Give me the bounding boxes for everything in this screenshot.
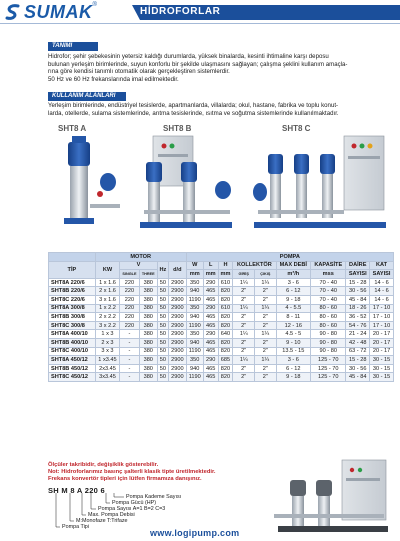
table-cell: 3 x 2.2 — [95, 321, 119, 330]
table-cell: 2x3.45 — [95, 364, 119, 373]
table-cell: 50 — [157, 321, 168, 330]
table-cell: 2" — [233, 373, 255, 382]
table-cell: 2" — [233, 295, 255, 304]
table-row — [49, 338, 394, 347]
table-cell: 12 - 16 — [276, 321, 311, 330]
page-header — [0, 0, 400, 24]
table-cell: 30 - 15 — [370, 364, 394, 373]
table-cell: 220 — [120, 304, 140, 313]
table-cell: 380 — [139, 278, 157, 287]
table-cell-tip: SHT8A 400/10 — [49, 330, 96, 339]
table-cell: 940 — [186, 287, 203, 296]
table-cell: 640 — [218, 330, 233, 339]
col-dd: d/d — [169, 261, 187, 278]
code-label: Max. Pompa Debisi — [88, 512, 135, 518]
table-cell: 50 — [157, 364, 168, 373]
table-cell: 30 - 56 — [346, 364, 370, 373]
table-cell: 1¼ — [233, 278, 255, 287]
section-tanimi-text — [48, 53, 394, 83]
table-cell: 2" — [233, 338, 255, 347]
table-cell: 380 — [139, 338, 157, 347]
table-cell: 17 - 10 — [370, 313, 394, 322]
table-cell: 1 x 1.6 — [95, 278, 119, 287]
brand-name: SUMAK — [24, 1, 93, 22]
model-label-a: SHT8 A — [58, 124, 87, 133]
table-cell: 70 - 40 — [311, 278, 346, 287]
table-cell: 465 — [203, 338, 218, 347]
table-cell: 380 — [139, 321, 157, 330]
table-cell: 380 — [139, 295, 157, 304]
table-cell: 70 - 40 — [311, 295, 346, 304]
product-image-small — [270, 458, 394, 536]
table-cell: 2900 — [169, 356, 187, 365]
table-cell: 17 - 10 — [370, 321, 394, 330]
table-cell: 290 — [203, 330, 218, 339]
code-label: Pompa Kademe Sayısı — [126, 494, 182, 500]
section-kullanim-text — [48, 102, 394, 117]
table-cell: 380 — [139, 356, 157, 365]
table-row — [49, 330, 394, 339]
col-v-three: THREE — [139, 270, 157, 279]
table-cell: 1¼ — [255, 278, 276, 287]
table-cell: 36 - 52 — [346, 313, 370, 322]
table-cell: 2" — [255, 338, 276, 347]
table-cell: 2" — [255, 287, 276, 296]
table-cell: 9 - 18 — [276, 295, 311, 304]
col-kollektor: KOLLEKTÖR — [233, 261, 276, 270]
section-kullanim-title: KULLANIM ALANLARI — [48, 92, 126, 101]
table-cell: 820 — [218, 321, 233, 330]
table-cell-tip: SHT8B 300/8 — [49, 313, 96, 322]
table-cell-tip: SHT8C 220/6 — [49, 295, 96, 304]
table-cell: 2900 — [169, 347, 187, 356]
table-cell: 350 — [186, 356, 203, 365]
table-cell: - — [120, 347, 140, 356]
table-cell: 1¼ — [255, 330, 276, 339]
table-cell: 50 — [157, 287, 168, 296]
table-cell: 1¼ — [233, 330, 255, 339]
col-kat-2: SAYISI — [370, 270, 394, 279]
table-cell: 940 — [186, 313, 203, 322]
table-cell: 50 — [157, 356, 168, 365]
kullanim-line: larda, otellerde, sulama sistemlerinde, arıtma tesislerinde, ısıtma ve soğutma sistemlerinde kullanılmaktadır. — [48, 109, 339, 117]
table-cell: 220 — [120, 295, 140, 304]
table-group-motor: MOTOR — [95, 253, 186, 262]
table-cell: 15 - 28 — [346, 278, 370, 287]
table-cell: 2" — [233, 313, 255, 322]
note-line: Ölçüler takribidir, değişiklik gösterebilir. — [48, 462, 159, 468]
table-cell: 13.5 - 15 — [276, 347, 311, 356]
page-title: HİDROFORLAR — [140, 6, 221, 17]
table-cell: 42 - 48 — [346, 338, 370, 347]
table-cell: 90 - 80 — [311, 338, 346, 347]
table-cell: 14 - 6 — [370, 295, 394, 304]
table-cell: 2" — [255, 321, 276, 330]
table-cell: 2900 — [169, 313, 187, 322]
col-daire-2: SAYISI — [346, 270, 370, 279]
col-tip: TİP — [49, 261, 96, 278]
col-w-unit: mm — [186, 270, 203, 279]
table-cell: 2900 — [169, 295, 187, 304]
col-kat: KAT — [370, 261, 394, 270]
col-l-unit: mm — [203, 270, 218, 279]
table-cell: - — [120, 330, 140, 339]
table-cell: 3x3.45 — [95, 373, 119, 382]
table-cell: 1 x3.45 — [95, 356, 119, 365]
table-cell: 940 — [186, 338, 203, 347]
table-cell: 18 - 26 — [346, 304, 370, 313]
table-row — [49, 278, 394, 287]
table-cell: 50 — [157, 330, 168, 339]
table-cell: 1¼ — [255, 304, 276, 313]
table-cell: 4.5 - 5 — [276, 330, 311, 339]
table-cell: - — [120, 338, 140, 347]
table-cell: - — [120, 364, 140, 373]
table-cell: 14 - 6 — [370, 278, 394, 287]
col-debi-unit: m³/h — [276, 270, 311, 279]
table-cell: 465 — [203, 287, 218, 296]
code-label: M:Monofaze T:Trifaze — [76, 518, 128, 524]
table-cell: 9 - 18 — [276, 373, 311, 382]
col-v-single: SINGLE — [120, 270, 140, 279]
table-header-empty — [49, 253, 96, 262]
table-cell: 380 — [139, 347, 157, 356]
table-cell: 90 - 80 — [311, 347, 346, 356]
table-cell-tip: SHT8A 450/12 — [49, 356, 96, 365]
table-cell: 1 x 3 — [95, 330, 119, 339]
table-cell: 820 — [218, 347, 233, 356]
table-row — [49, 313, 394, 322]
table-cell: 380 — [139, 330, 157, 339]
col-daire: DAİRE — [346, 261, 370, 270]
product-sht8b — [140, 136, 232, 228]
table-cell: 3 x 1.6 — [95, 295, 119, 304]
table-row — [49, 304, 394, 313]
note-line: Frekans konvertör tipleri için lütfen firmamıza danışınız. — [48, 476, 202, 483]
table-cell: 2" — [255, 373, 276, 382]
table-cell: 2" — [233, 364, 255, 373]
model-label-c: SHT8 C — [282, 124, 311, 133]
table-cell: 1¼ — [255, 356, 276, 365]
col-v: V — [120, 261, 158, 270]
tanimi-line: Hidrofor; şehir şebekesinin yetersiz kaldığı durumlarda, yüksek binalarda, kesinti ihtimaline karşı deposu — [48, 53, 329, 60]
table-cell: 63 - 72 — [346, 347, 370, 356]
table-cell: 1¼ — [233, 356, 255, 365]
tanimi-line: 50 Hz ve 60 Hz frekanslarında imal edilmektedir. — [48, 75, 179, 83]
table-cell: 70 - 40 — [311, 287, 346, 296]
table-cell: 20 - 17 — [370, 347, 394, 356]
col-cikis: ÇIKIŞ — [255, 270, 276, 279]
table-cell: 15 - 28 — [346, 356, 370, 365]
col-giris: GİRİŞ — [233, 270, 255, 279]
table-cell: 610 — [218, 304, 233, 313]
table-cell: 685 — [218, 356, 233, 365]
table-cell: 50 — [157, 295, 168, 304]
table-cell: - — [120, 373, 140, 382]
table-cell: 80 - 60 — [311, 304, 346, 313]
table-cell: 465 — [203, 321, 218, 330]
table-cell: 1190 — [186, 295, 203, 304]
code-label: Pompa Gücü (HP) — [112, 500, 157, 506]
table-row — [49, 295, 394, 304]
table-cell: 2900 — [169, 304, 187, 313]
spec-table — [48, 252, 394, 382]
table-cell: 1¼ — [233, 304, 255, 313]
table-cell: 9 - 10 — [276, 338, 311, 347]
table-cell: 50 — [157, 373, 168, 382]
col-l: L — [203, 261, 218, 270]
table-cell: 2 x 1.6 — [95, 287, 119, 296]
table-cell: 80 - 60 — [311, 321, 346, 330]
table-cell: 465 — [203, 295, 218, 304]
table-cell: 3 x 3 — [95, 347, 119, 356]
table-cell: 2900 — [169, 287, 187, 296]
table-cell: 290 — [203, 278, 218, 287]
table-cell: 220 — [120, 321, 140, 330]
table-cell: 45 - 84 — [346, 373, 370, 382]
table-cell: 2" — [255, 313, 276, 322]
table-cell: 820 — [218, 287, 233, 296]
table-cell: 2900 — [169, 364, 187, 373]
table-cell: 90 - 80 — [311, 330, 346, 339]
header-divider — [0, 23, 400, 24]
table-row — [49, 287, 394, 296]
table-cell: 820 — [218, 313, 233, 322]
table-cell: 2900 — [169, 330, 187, 339]
table-cell: 1 x 2.2 — [95, 304, 119, 313]
table-cell: 940 — [186, 364, 203, 373]
product-sht8c — [253, 136, 386, 228]
table-cell: 2900 — [169, 321, 187, 330]
table-cell: 820 — [218, 364, 233, 373]
table-cell: 610 — [218, 278, 233, 287]
table-cell: 2 x 3 — [95, 338, 119, 347]
col-w: W — [186, 261, 203, 270]
table-cell: 54 - 76 — [346, 321, 370, 330]
sumak-logo — [4, 2, 97, 22]
table-cell: 50 — [157, 313, 168, 322]
table-row — [49, 321, 394, 330]
model-label-b: SHT8 B — [163, 124, 192, 133]
table-cell: 820 — [218, 338, 233, 347]
table-cell: 20 - 17 — [370, 330, 394, 339]
table-cell: 350 — [186, 330, 203, 339]
table-cell: 50 — [157, 278, 168, 287]
table-cell: 17 - 10 — [370, 304, 394, 313]
table-row — [49, 364, 394, 373]
table-cell: 380 — [139, 313, 157, 322]
table-cell: 465 — [203, 313, 218, 322]
table-cell: - — [120, 356, 140, 365]
table-cell: 2900 — [169, 338, 187, 347]
table-cell: 380 — [139, 373, 157, 382]
section-tanimi-title: TANIMI — [48, 42, 98, 51]
note-line: Not: Hidroforlarımız basınç şalterli klasik tipte üretilmektedir. — [48, 469, 216, 476]
footer-url[interactable]: www.logipump.com — [150, 528, 240, 538]
table-cell: 1190 — [186, 373, 203, 382]
table-cell: 8 - 11 — [276, 313, 311, 322]
table-cell: 2 x 2.2 — [95, 313, 119, 322]
table-cell: 4 - 5.5 — [276, 304, 311, 313]
product-photos — [48, 132, 394, 250]
table-cell: 21 - 24 — [346, 330, 370, 339]
tanimi-line: rına göre kendisi tanımlı otomatik olarak gerçekleştiren sistemlerdir. — [48, 68, 230, 76]
col-kw: KW — [95, 261, 119, 278]
col-h-unit: mm — [218, 270, 233, 279]
table-cell: 2" — [255, 295, 276, 304]
table-cell: 20 - 17 — [370, 338, 394, 347]
table-cell: 30 - 15 — [370, 356, 394, 365]
kullanim-line: Yerleşim birimlerinde, endüstriyel tesislerde, apartmanlarda, villalarda; okul, hastane, fabrika ve toplu konut- — [48, 102, 339, 109]
table-cell: 50 — [157, 338, 168, 347]
table-cell: 1190 — [186, 321, 203, 330]
table-cell: 220 — [120, 313, 140, 322]
table-cell: 2" — [233, 321, 255, 330]
table-cell: 290 — [203, 356, 218, 365]
sumak-logo-icon — [4, 3, 22, 21]
table-cell-tip: SHT8C 300/8 — [49, 321, 96, 330]
table-cell: 2" — [233, 347, 255, 356]
table-cell: 14 - 6 — [370, 287, 394, 296]
table-cell: 125 - 70 — [311, 373, 346, 382]
table-row — [49, 356, 394, 365]
table-cell: 30 - 15 — [370, 373, 394, 382]
table-cell: 2900 — [169, 373, 187, 382]
table-cell: 820 — [218, 373, 233, 382]
table-cell: 30 - 56 — [346, 287, 370, 296]
table-cell: 290 — [203, 304, 218, 313]
table-cell: 465 — [203, 364, 218, 373]
table-cell: 350 — [186, 278, 203, 287]
col-hz: Hz — [157, 261, 168, 278]
table-cell: 50 — [157, 304, 168, 313]
col-h: H — [218, 261, 233, 270]
table-cell-tip: SHT8A 300/8 — [49, 304, 96, 313]
table-cell: 3 - 6 — [276, 356, 311, 365]
table-cell-tip: SHT8B 400/10 — [49, 338, 96, 347]
col-debi: MAX DEBİ — [276, 261, 311, 270]
tanimi-line: bulunan yerleşim birimlerinde, suyun konforlu bir şekilde ulaşmasını sağlayan; çalışma şeklini kullanım amaçla- — [48, 60, 348, 68]
table-row — [49, 373, 394, 382]
table-group-pompa: POMPA — [186, 253, 393, 262]
table-cell: 465 — [203, 373, 218, 382]
table-cell: 220 — [120, 287, 140, 296]
table-row — [49, 347, 394, 356]
table-cell: 125 - 70 — [311, 364, 346, 373]
table-cell: 350 — [186, 304, 203, 313]
code-label: Pompa Sayısı A=1 B=2 C=3 — [98, 506, 166, 512]
col-kapasite-unit: mss — [311, 270, 346, 279]
brand-registered: ® — [92, 2, 97, 8]
product-sht8a — [64, 136, 120, 224]
table-cell-tip: SHT8B 450/12 — [49, 364, 96, 373]
table-cell: 45 - 84 — [346, 295, 370, 304]
code-label: Pompa Tipi — [62, 524, 89, 530]
table-cell: 2" — [233, 287, 255, 296]
table-cell-tip: SHT8A 220/6 — [49, 278, 96, 287]
table-cell: 3 - 6 — [276, 278, 311, 287]
table-cell: 380 — [139, 287, 157, 296]
spec-table-body — [49, 278, 394, 381]
table-cell-tip: SHT8B 220/6 — [49, 287, 96, 296]
table-cell: 50 — [157, 347, 168, 356]
table-cell: 220 — [120, 278, 140, 287]
table-cell: 6 - 12 — [276, 287, 311, 296]
table-cell: 2900 — [169, 278, 187, 287]
table-cell-tip: SHT8C 400/10 — [49, 347, 96, 356]
table-cell: 6 - 12 — [276, 364, 311, 373]
table-cell: 380 — [139, 364, 157, 373]
col-kapasite: KAPASİTE — [311, 261, 346, 270]
table-cell: 820 — [218, 295, 233, 304]
table-cell: 465 — [203, 347, 218, 356]
model-code: SH M 8 A 220 6 — [48, 486, 106, 495]
notes — [48, 462, 216, 484]
table-cell: 80 - 60 — [311, 313, 346, 322]
table-cell: 380 — [139, 304, 157, 313]
table-cell-tip: SHT8C 450/12 — [49, 373, 96, 382]
table-cell: 125 - 70 — [311, 356, 346, 365]
table-cell: 2" — [255, 347, 276, 356]
table-cell: 1190 — [186, 347, 203, 356]
table-cell: 2" — [255, 364, 276, 373]
